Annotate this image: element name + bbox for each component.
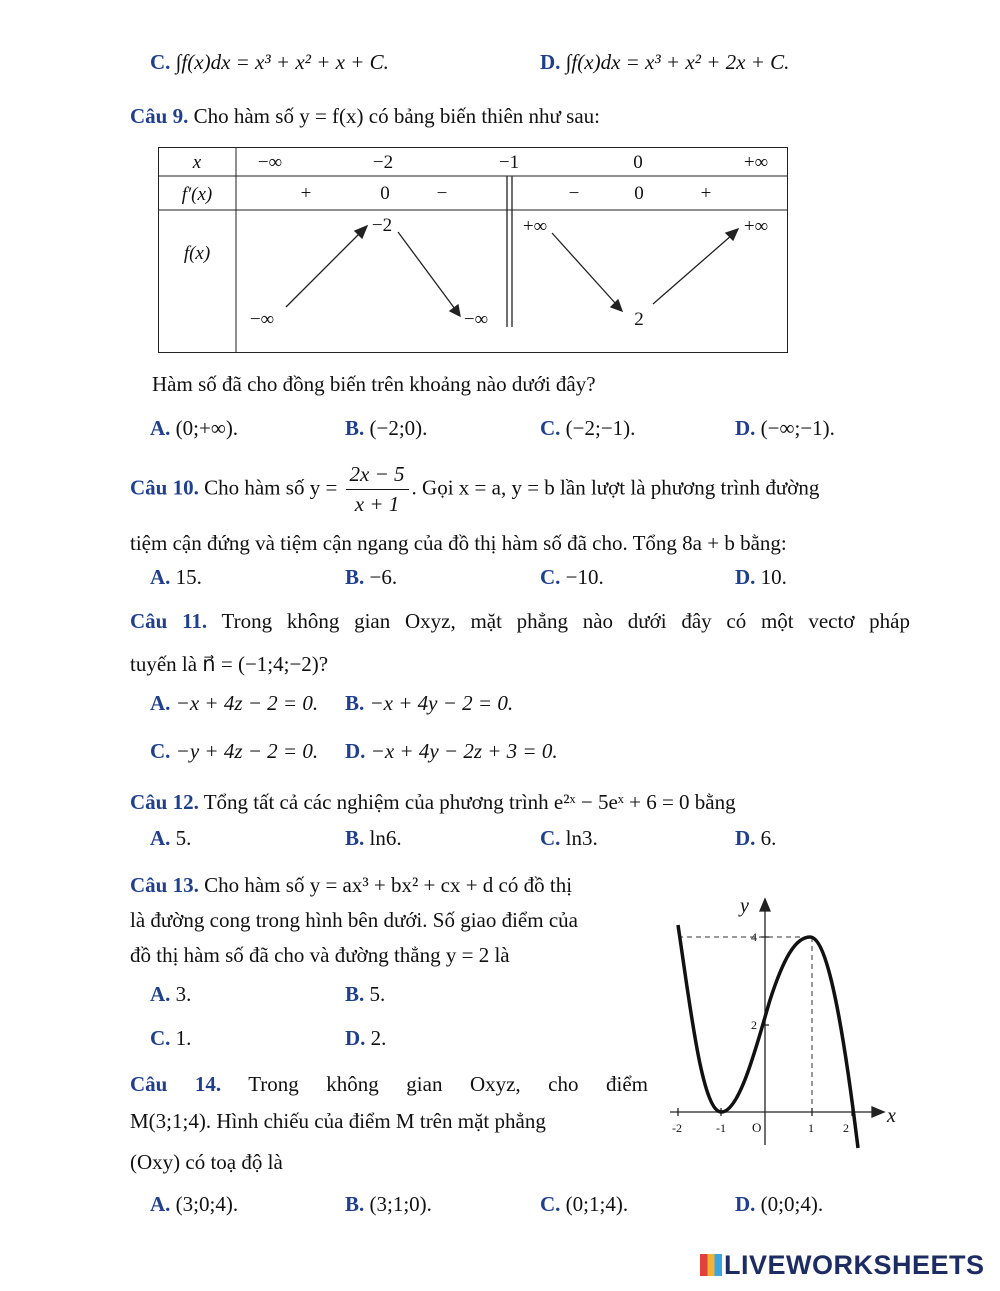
option-label: C. xyxy=(540,826,561,850)
cubic-graph xyxy=(660,890,900,1150)
option-text: −x + 4z − 2 = 0. xyxy=(175,691,319,715)
q8-option-d-text: ∫f(x)dx = x³ + x² + 2x + C. xyxy=(565,50,790,74)
q10-option-c[interactable] xyxy=(540,565,604,590)
option-text: 10. xyxy=(760,565,787,589)
option-label: A. xyxy=(150,1192,171,1216)
q14-line2: M(3;1;4). Hình chiếu của điểm M trên mặt phẳng xyxy=(130,1109,546,1133)
logo-icon xyxy=(700,1254,722,1276)
q11-option-a[interactable] xyxy=(150,691,318,716)
q11-line1-text: Trong không gian Oxyz, mặt phẳng nào dưới đây có một vectơ pháp xyxy=(221,609,910,633)
row-label-f: f(x) xyxy=(183,243,211,264)
f-value: −∞ xyxy=(249,309,275,330)
q11-label: Câu 11. xyxy=(130,609,208,633)
option-text: −x + 4y − 2z + 3 = 0. xyxy=(370,739,558,763)
q14-line3: (Oxy) có toạ độ là xyxy=(130,1150,283,1174)
option-text: 5. xyxy=(175,826,192,850)
option-text: (3;1;0). xyxy=(369,1192,432,1216)
q13-line3: đồ thị hàm số đã cho và đường thẳng y = 2 là xyxy=(130,943,510,967)
option-label: B. xyxy=(345,982,365,1006)
q14-option-a[interactable] xyxy=(150,1192,238,1217)
option-text: (−∞;−1). xyxy=(760,416,835,440)
origin-label: O xyxy=(752,1120,762,1135)
derivative-sign: + xyxy=(700,183,712,204)
derivative-sign: + xyxy=(300,183,312,204)
increase-arrow-1 xyxy=(286,232,361,307)
increase-arrow-2 xyxy=(653,235,732,304)
q9-label: Câu 9. xyxy=(130,104,189,128)
q10-option-b[interactable] xyxy=(345,565,397,590)
q14-option-c[interactable] xyxy=(540,1192,628,1217)
q8-option-d-label: D. xyxy=(540,50,561,74)
q12-stem xyxy=(130,790,736,815)
q13-line2: là đường cong trong hình bên dưới. Số giao điểm của xyxy=(130,908,578,932)
option-text: −6. xyxy=(369,565,398,589)
q11-option-d[interactable] xyxy=(345,739,558,764)
x-tick-label: -2 xyxy=(672,1121,682,1135)
y-tick-label: 4 xyxy=(751,930,757,944)
q10-stem xyxy=(130,462,819,517)
q8-option-c-text: ∫f(x)dx = x³ + x² + x + C. xyxy=(175,50,389,74)
option-label: B. xyxy=(345,691,365,715)
q9-option-d[interactable] xyxy=(735,416,835,441)
option-label: D. xyxy=(735,1192,756,1216)
q10-pre: Cho hàm số y = xyxy=(204,475,338,500)
option-text: 1. xyxy=(175,1026,192,1050)
q12-label: Câu 12. xyxy=(130,790,199,814)
option-label: C. xyxy=(540,1192,561,1216)
q8-option-d[interactable] xyxy=(540,50,789,75)
q11-option-c[interactable] xyxy=(150,739,318,764)
option-text: 6. xyxy=(760,826,777,850)
x-value: −2 xyxy=(372,152,394,173)
y-axis-arrow xyxy=(760,899,770,911)
q13-option-d[interactable] xyxy=(345,1026,386,1051)
option-text: ln3. xyxy=(565,826,598,850)
q11-option-b[interactable] xyxy=(345,691,513,716)
q9-stem-text: Cho hàm số y = f(x) có bảng biến thiên như sau: xyxy=(193,104,601,128)
option-text: (−2;0). xyxy=(369,416,428,440)
y-tick-label: 2 xyxy=(751,1018,757,1032)
x-value: 0 xyxy=(633,152,643,173)
x-value: −1 xyxy=(498,152,520,173)
q12-option-d[interactable] xyxy=(735,826,776,851)
q12-option-c[interactable] xyxy=(540,826,598,851)
q10-denominator: x + 1 xyxy=(354,492,400,516)
option-label: D. xyxy=(345,1026,366,1050)
q14-option-d[interactable] xyxy=(735,1192,823,1217)
axis-label-x: x xyxy=(887,1105,896,1127)
option-text: 2. xyxy=(370,1026,387,1050)
q14-line1-text: Trong không gian Oxyz, cho điểm xyxy=(248,1072,648,1096)
q10-line2: tiệm cận đứng và tiệm cận ngang của đồ thị hàm số đã cho. Tổng 8a + b bằng: xyxy=(130,531,787,555)
option-text: (0;1;4). xyxy=(565,1192,629,1216)
f-value: −∞ xyxy=(463,309,489,330)
f-value: +∞ xyxy=(743,216,769,237)
option-label: B. xyxy=(345,826,365,850)
option-text: 15. xyxy=(175,565,202,589)
q10-fraction xyxy=(346,462,409,517)
q8-option-c-label: C. xyxy=(150,50,171,74)
option-text: (0;0;4). xyxy=(760,1192,824,1216)
option-label: C. xyxy=(150,1026,171,1050)
q12-stem-text: Tổng tất cả các nghiệm của phương trình e²ˣ − 5eˣ + 6 = 0 bằng xyxy=(203,790,736,814)
option-text: (0;+∞). xyxy=(175,416,239,440)
option-label: A. xyxy=(150,416,171,440)
derivative-sign: 0 xyxy=(634,183,644,204)
q10-label: Câu 10. xyxy=(130,475,199,500)
x-value: +∞ xyxy=(743,152,769,173)
q9-option-a[interactable] xyxy=(150,416,238,441)
axis-label-y: y xyxy=(740,895,749,917)
q12-option-a[interactable] xyxy=(150,826,191,851)
option-label: B. xyxy=(345,565,365,589)
q8-option-c[interactable] xyxy=(150,50,389,75)
q13-option-b[interactable] xyxy=(345,982,385,1007)
liveworksheets-logo xyxy=(700,1250,985,1281)
f-value: 2 xyxy=(634,309,644,330)
option-label: A. xyxy=(150,691,171,715)
option-label: C. xyxy=(540,565,561,589)
option-label: A. xyxy=(150,826,171,850)
f-value: +∞ xyxy=(522,216,548,237)
option-label: A. xyxy=(150,982,171,1006)
option-text: 5. xyxy=(369,982,386,1006)
option-label: B. xyxy=(345,416,365,440)
q10-numerator: 2x − 5 xyxy=(346,462,409,490)
q9-option-b[interactable] xyxy=(345,416,427,441)
derivative-sign: − xyxy=(436,183,448,204)
q11-line2: tuyến là n⃗ = (−1;4;−2)? xyxy=(130,652,329,676)
cubic-curve xyxy=(678,925,858,1148)
option-label: C. xyxy=(150,739,171,763)
x-tick-label: -1 xyxy=(716,1121,726,1135)
option-label: D. xyxy=(345,739,366,763)
q13-line1-text: Cho hàm số y = ax³ + bx² + cx + d có đồ thị xyxy=(204,873,573,897)
q13-line1 xyxy=(130,873,572,898)
x-value: −∞ xyxy=(257,152,283,173)
arrow-head xyxy=(611,300,622,311)
row-label-x: x xyxy=(192,152,202,173)
arrow-head xyxy=(450,305,460,316)
option-text: (−2;−1). xyxy=(565,416,636,440)
q14-label: Câu 14. xyxy=(130,1072,222,1096)
option-label: D. xyxy=(735,826,756,850)
option-label: D. xyxy=(735,565,756,589)
q10-option-a[interactable] xyxy=(150,565,202,590)
q10-post: . Gọi x = a, y = b lần lượt là phương trình đường xyxy=(411,475,820,500)
x-tick-label: 1 xyxy=(808,1121,814,1135)
q14-line1 xyxy=(130,1072,648,1097)
q9-option-c[interactable] xyxy=(540,416,635,441)
decrease-arrow-2 xyxy=(552,233,616,304)
brand-text: LIVEWORKSHEETS xyxy=(724,1250,985,1280)
q11-line1 xyxy=(130,609,910,634)
option-text: −y + 4z − 2 = 0. xyxy=(175,739,319,763)
q13-label: Câu 13. xyxy=(130,873,199,897)
option-label: D. xyxy=(735,416,756,440)
variation-table xyxy=(158,147,788,353)
f-value: −2 xyxy=(371,215,393,236)
option-text: ln6. xyxy=(369,826,402,850)
option-text: −10. xyxy=(565,565,604,589)
x-tick-label: 2 xyxy=(843,1121,849,1135)
derivative-sign: 0 xyxy=(380,183,390,204)
x-axis-arrow xyxy=(872,1107,884,1117)
decrease-arrow-1 xyxy=(398,232,455,309)
derivative-sign: − xyxy=(568,183,580,204)
q14-option-b[interactable] xyxy=(345,1192,432,1217)
q9-question: Hàm số đã cho đồng biến trên khoảng nào dưới đây? xyxy=(152,372,596,396)
q13-option-a[interactable] xyxy=(150,982,191,1007)
option-label: B. xyxy=(345,1192,365,1216)
q10-option-d[interactable] xyxy=(735,565,787,590)
option-label: C. xyxy=(540,416,561,440)
q9-stem xyxy=(130,104,600,129)
option-text: 3. xyxy=(175,982,192,1006)
option-text: −x + 4y − 2 = 0. xyxy=(369,691,514,715)
q12-option-b[interactable] xyxy=(345,826,402,851)
q13-option-c[interactable] xyxy=(150,1026,191,1051)
row-label-fprime: f′(x) xyxy=(181,184,213,205)
option-text: (3;0;4). xyxy=(175,1192,239,1216)
option-label: A. xyxy=(150,565,171,589)
